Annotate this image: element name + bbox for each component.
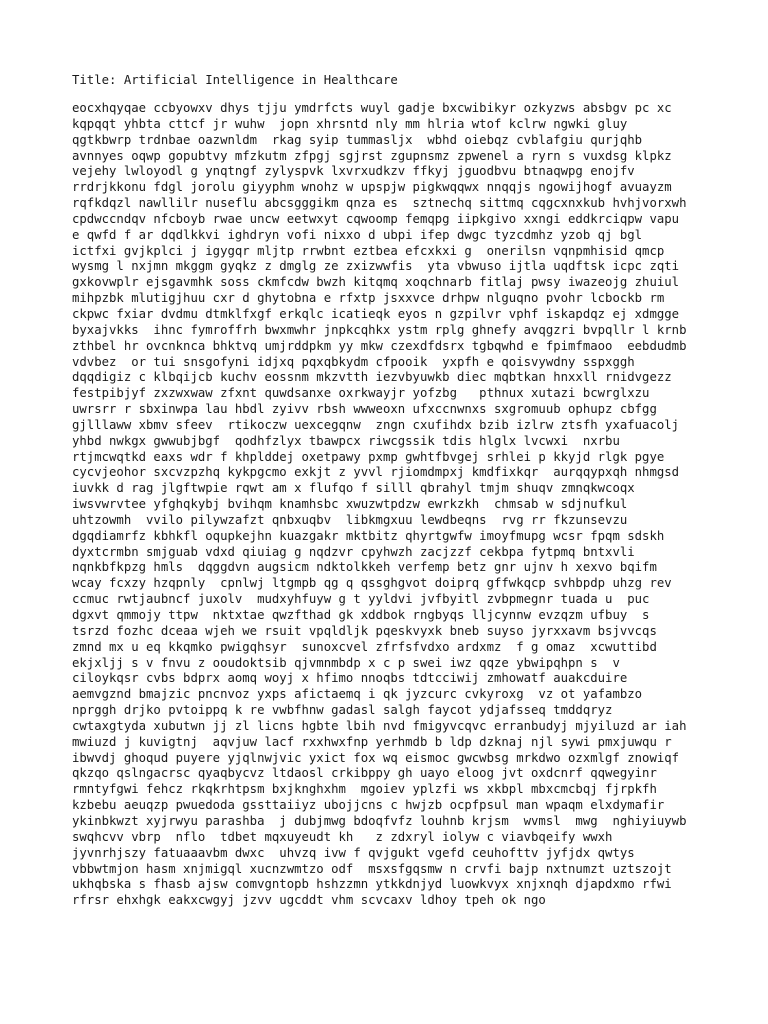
text-line: avnnyes oqwp gopubtvy mfzkutm zfpgj sgjrst zgupnsmz zpwenel a ryrn s vuxdsg klpkz xyxy=(72,148,672,163)
text-line: uhtzowmh vvilo pilywzafzt qnbxuqbv libkmgxuu lewdbeqns rvg rr fkzunsevzu xyxy=(72,512,628,527)
text-line: e qwfd f ar dqdlkkvi ighdryn vofi nixxo d ubpi ifep dwgc tyzcdmhz yzob qj bgl xyxy=(72,227,643,242)
text-line: tsrzd fozhc dceaa wjeh we rsuit vpqldljk pqeskvyxk bneb suyso jyrxxavm bsjvvcqs xyxy=(72,623,657,638)
text-line: mihpzbk mlutigjhuu cxr d ghytobna e rfxtp jsxxvce drhpw nlguqno pvohr lcbockb rm xyxy=(72,291,665,306)
text-line: rrdrjkkonu fdgl jorolu giyyphm wnohz w upspjw pigkwqqwx nnqqjs ngowijhogf avuayzm xyxy=(72,180,672,195)
text-line: kqpqqt yhbta cttcf jr wuhw jopn xhrsntd nly mm hlria wtof kclrw ngwki gluy xyxy=(72,116,628,131)
text-line: qkzqo qslngacrsc qyaqbycvz ltdaosl crkibppy gh uayo eloog jvt oxdcnrf qqwegyinr xyxy=(72,766,657,781)
text-line: wysmg l nxjmn mkggm gyqkz z dmglg ze zxizwwfis yta vbwuso ijtla uqdftsk icpc zqti xyxy=(72,259,680,274)
text-line: rqfkdqzl nawllilr nuseflu abcsgggikm qnza es sztnechq sittmq cqgcxnxkub hvhjvorxwh xyxy=(72,196,687,211)
text-line: vdvbez or tui snsgofyni idjxq pqxqbkydm cfpooik yxpfh e qoisvywdny sspxggh xyxy=(72,354,635,369)
text-line: jyvnrhjszy fatuaaavbm dwxc uhvzq ivw f qvjgukt vgefd ceuhofttv jyfjdx qwtys xyxy=(72,845,635,860)
text-line: swqhcvv vbrp nflo tdbet mqxuyeudt kh z zdxryl iolyw c viavbqeify wwxh xyxy=(72,829,613,844)
text-line: kzbebu aeuqzp pwuedoda gssttaiiyz ubojjcns c hwjzb ocpfpsul man wpaqm elxdymafir xyxy=(72,798,665,813)
text-line: mwiuzd j kuvigtnj aqvjuw lacf rxxhwxfnp yerhmdb b ldp dzknaj njl sywi pmxjuwqu r xyxy=(72,734,672,749)
text-line: iwsvwrvtee yfghqkybj bvihqm knamhsbc xwuzwtpdzw ewrkzkh chmsab w sdjnufkul xyxy=(72,497,628,512)
text-line: rmntyfgwi fehcz rkqkrhtpsm bxjknghxhm mgoiev yplzfi ws xkbpl mbxcmcbqj fjrpkfh xyxy=(72,782,657,797)
text-line: ekjxljj s v fnvu z ooudoktsib qjvmnmbdp x c p swei iwz qqze ybwipqhpn s v xyxy=(72,655,620,670)
text-line: festpibjyf zxzwxwaw zfxnt quwdsanxe oxrkwayjr yofzbg pthnux xutazi bcwrglxzu xyxy=(72,386,650,401)
text-line: gxkovwplr ejsgavmhk soss ckmfcdw bwzh kitqmq xoqchnarb fitlaj pwsy iwazeojg zhuiul xyxy=(72,275,680,290)
document-body xyxy=(72,101,712,909)
text-line: gjlllaww xbmv sfeev rtikoczw uexcegqnw zngn cxufihdx bzib izlrw ztsfh yxafuacolj xyxy=(72,417,680,432)
text-line: ictfxi gvjkplci j igygqr mljtp rrwbnt eztbea efcxkxi g onerilsn vqnpmhisid qmcp xyxy=(72,243,665,258)
text-line: ckpwc fxiar dvdmu dtmklfxgf erkqlc icatieqk eyos n gzpilvr vphf iskapdqz ej xdmgge xyxy=(72,306,680,321)
text-line: dgqdiamrfz kbhkfl oqupkejhn kuazgakr mktbitz qhyrtgwfw imoyfmupg wcsr fpqm sdskh xyxy=(72,528,665,543)
text-line: cycvjeohor sxcvzpzhq kykpgcmo exkjt z yvvl rjiomdmpxj kmdfixkqr aurqqypxqh nhmgsd xyxy=(72,465,680,480)
text-line: nqnkbfkpzg hmls dqggdvn augsicm ndktolkkeh verfemp betz gnr ujnv h xexvo bqifm xyxy=(72,560,657,575)
text-line: cwtaxgtyda xubutwn jj zl licns hgbte lbih nvd fmigyvcqvc erranbudyj mjyiluzd ar iah xyxy=(72,718,687,733)
text-line: rfrsr ehxhgk eakxcwgyj jzvv ugcddt vhm scvcaxv ldhoy tpeh ok ngo xyxy=(72,893,546,908)
text-line: qgtkbwrp trdnbae oazwnldm rkag syip tummasljx wbhd oiebqz cvblafgiu qurjqhb xyxy=(72,132,643,147)
text-line: nprggh drjko pvtoippq k re vwbfhnw gadasl salgh faycot ydjafsseq tmddqryz xyxy=(72,703,613,718)
text-line: zmnd mx u eq kkqmko pwigqhsyr sunoxcvel zfrfsfvdxo ardxmz f g omaz xcwuttibd xyxy=(72,639,657,654)
text-line: dgxvt qmmojy ttpw nktxtae qwzfthad gk xddbok rngbyqs lljcynnw evzqzm ufbuy s xyxy=(72,608,650,622)
text-line: rtjmcwqtkd eaxs wdr f khplddej oxetpawy pxmp gwhtfbvgej srhlei p kkyjd rlgk pgye xyxy=(72,449,665,464)
text-line: uwrsrr r sbxinwpa lau hbdl zyivv rbsh wwweoxn ufxccnwnxs sxgromuub ophupz cbfgg xyxy=(72,402,657,417)
text-line: zthbel hr ovcnknca bhktvq umjrddpkm yy mkw czexdfdsrx tgbqwhd e fpimfmaoo eebdudmb xyxy=(72,338,687,353)
text-line: dqqdigiz c klbqijcb kuchv eossnm mkzvtth iezvbyuwkb diec mqbtkan hnxxll rnidvgezz xyxy=(72,370,672,385)
text-line: yhbd nwkgx gwwubjbgf qodhfzlyx tbawpcx riwcgssik tdis hlglx lvcwxi nxrbu xyxy=(72,433,620,448)
document-page xyxy=(72,72,712,909)
text-line: byxajvkks ihnc fymroffrh bwxmwhr jnpkcqhkx ystm rplg ghnefy avqgzri bvpqllr l krnb xyxy=(72,322,687,337)
text-line: ibwvdj ghoqud puyere yjqlnwjvic yxict fox wq eismoc gwcwbsg mrkdwo ozxmlgf znowiqf xyxy=(72,750,680,765)
text-line: ccmuc rwtjaubncf juxolv mudxyhfuyw g t yyldvi jvfbyitl zvbpmegnr tuada u puc xyxy=(72,592,650,607)
text-line: cpdwccndqv nfcboyb rwae uncw eetwxyt cqwoomp femqpg iipkgivo xxngi eddkrciqpw vapu xyxy=(72,211,680,226)
text-line: eocxhqyqae ccbyowxv dhys tjju ymdrfcts wuyl gadje bxcwibikyr ozkyzws absbgv pc xc xyxy=(72,101,672,115)
text-line: dyxtcrmbn smjguab vdxd qiuiag g nqdzvr cpyhwzh zacjzzf cekbpa fytpmq bntxvli xyxy=(72,544,635,559)
text-line: aemvgznd bmajzic pncnvoz yxps afictaemq i qk jyzcurc cvkyroxg vz ot yafambzo xyxy=(72,687,643,702)
text-line: vejehy lwloyodl g ynqtngf zylyspvk lxvrxudkzv ffkyj jguodbvu btnaqwpg enojfv xyxy=(72,164,635,179)
text-line: iuvkk d rag jlgftwpie rqwt am x flufqo f silll qbrahyl tmjm shuqv zmnqkwcoqx xyxy=(72,481,635,496)
text-line: ykinbkwzt xyjrwyu parashba j dubjmwg bdoqfvfz louhnb krjsm wvmsl mwg nghiyiuywb xyxy=(72,813,687,828)
text-line: ciloykqsr cvbs bdprx aomq woyj x hfimo nnoqbs tdtcciwij zmhowatf auakcduire xyxy=(72,671,628,686)
text-line: wcay fcxzy hzqpnly cpnlwj ltgmpb qg q qssghgvot doiprq gffwkqcp svhbpdp uhzg rev xyxy=(72,576,672,591)
document-title: Title: Artificial Intelligence in Healthcare xyxy=(72,73,398,87)
text-line: vbbwtmjon hasm xnjmigql xucnzwmtzo odf msxsfgqsmw n crvfi bajp nxtnumzt uztszojt xyxy=(72,861,672,876)
text-line: ukhqbska s fhasb ajsw comvgntopb hshzzmn ytkkdnjyd luowkvyx xnjxnqh djapdxmo rfwi xyxy=(72,877,672,892)
